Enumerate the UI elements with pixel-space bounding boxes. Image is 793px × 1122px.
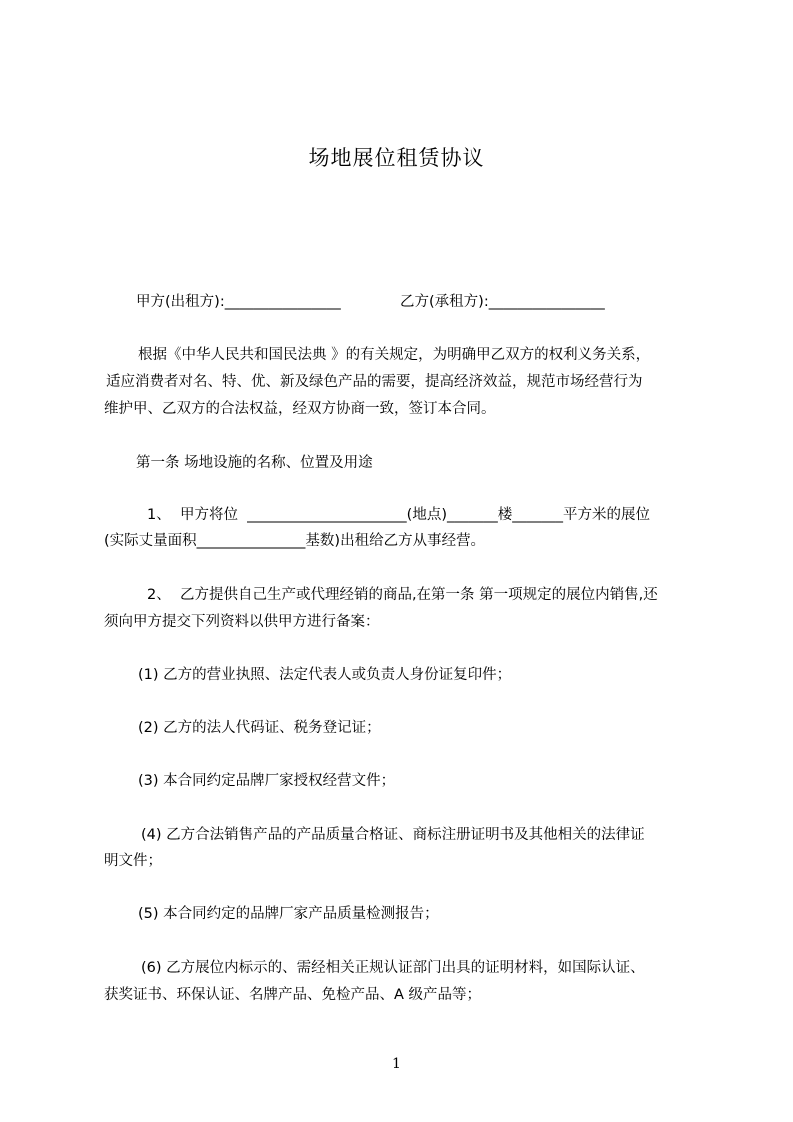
party-a-field: 甲方(出租方):________________ bbox=[136, 294, 341, 310]
sub-item-4-line-2: 明文件； bbox=[104, 853, 162, 869]
party-b-field: 乙方(承租方):________________ bbox=[400, 294, 605, 310]
sub-item-4-line-1: (4) 乙方合法销售产品的产品质量合格证、商标注册证明书及其他相关的法律证 bbox=[141, 827, 645, 843]
sub-item-1: (1) 乙方的营业执照、法定代表人或负责人身份证复印件； bbox=[138, 667, 512, 683]
article-1-heading: 第一条 场地设施的名称、位置及用途 bbox=[136, 455, 373, 471]
intro-line-3: 维护甲、乙双方的合法权益，经双方协商一致，签订本合同。 bbox=[104, 401, 496, 417]
sub-item-6-line-1: (6) 乙方展位内标示的、需经相关正规认证部门出具的证明材料，如国际认证、 bbox=[141, 960, 645, 976]
item-2-line-2: 须向甲方提交下列资料以供甲方进行备案： bbox=[104, 614, 380, 630]
item-1-line-2: (实际丈量面积_______________基数)出租给乙方从事经营。 bbox=[104, 533, 486, 549]
sub-item-5: (5) 本合同约定的品牌厂家产品质量检测报告； bbox=[138, 906, 439, 922]
page-number: 1 bbox=[392, 1056, 401, 1072]
item-2-line-1: 2、 乙方提供自己生产或代理经销的商品,在第一条 第一项规定的展位内销售,还 bbox=[147, 587, 658, 603]
sub-item-6-line-2: 获奖证书、环保认证、名牌产品、免检产品、A 级产品等； bbox=[104, 987, 482, 1003]
document-title: 场地展位租赁协议 bbox=[308, 146, 485, 170]
sub-item-2: (2) 乙方的法人代码证、税务登记证； bbox=[138, 720, 381, 736]
intro-line-2: 适应消费者对名、特、优、新及绿色产品的需要，提高经济效益，规范市场经营行为 bbox=[106, 374, 643, 390]
sub-item-3: (3) 本合同约定品牌厂家授权经营文件； bbox=[138, 773, 396, 789]
item-1-line-1: 1、 甲方将位 ______________________(地点)_______楼_______平方米的展位 bbox=[147, 507, 650, 523]
intro-line-1: 根据《中华人民共和国民法典 》的有关规定，为明确甲乙双方的权利义务关系， bbox=[138, 347, 651, 363]
